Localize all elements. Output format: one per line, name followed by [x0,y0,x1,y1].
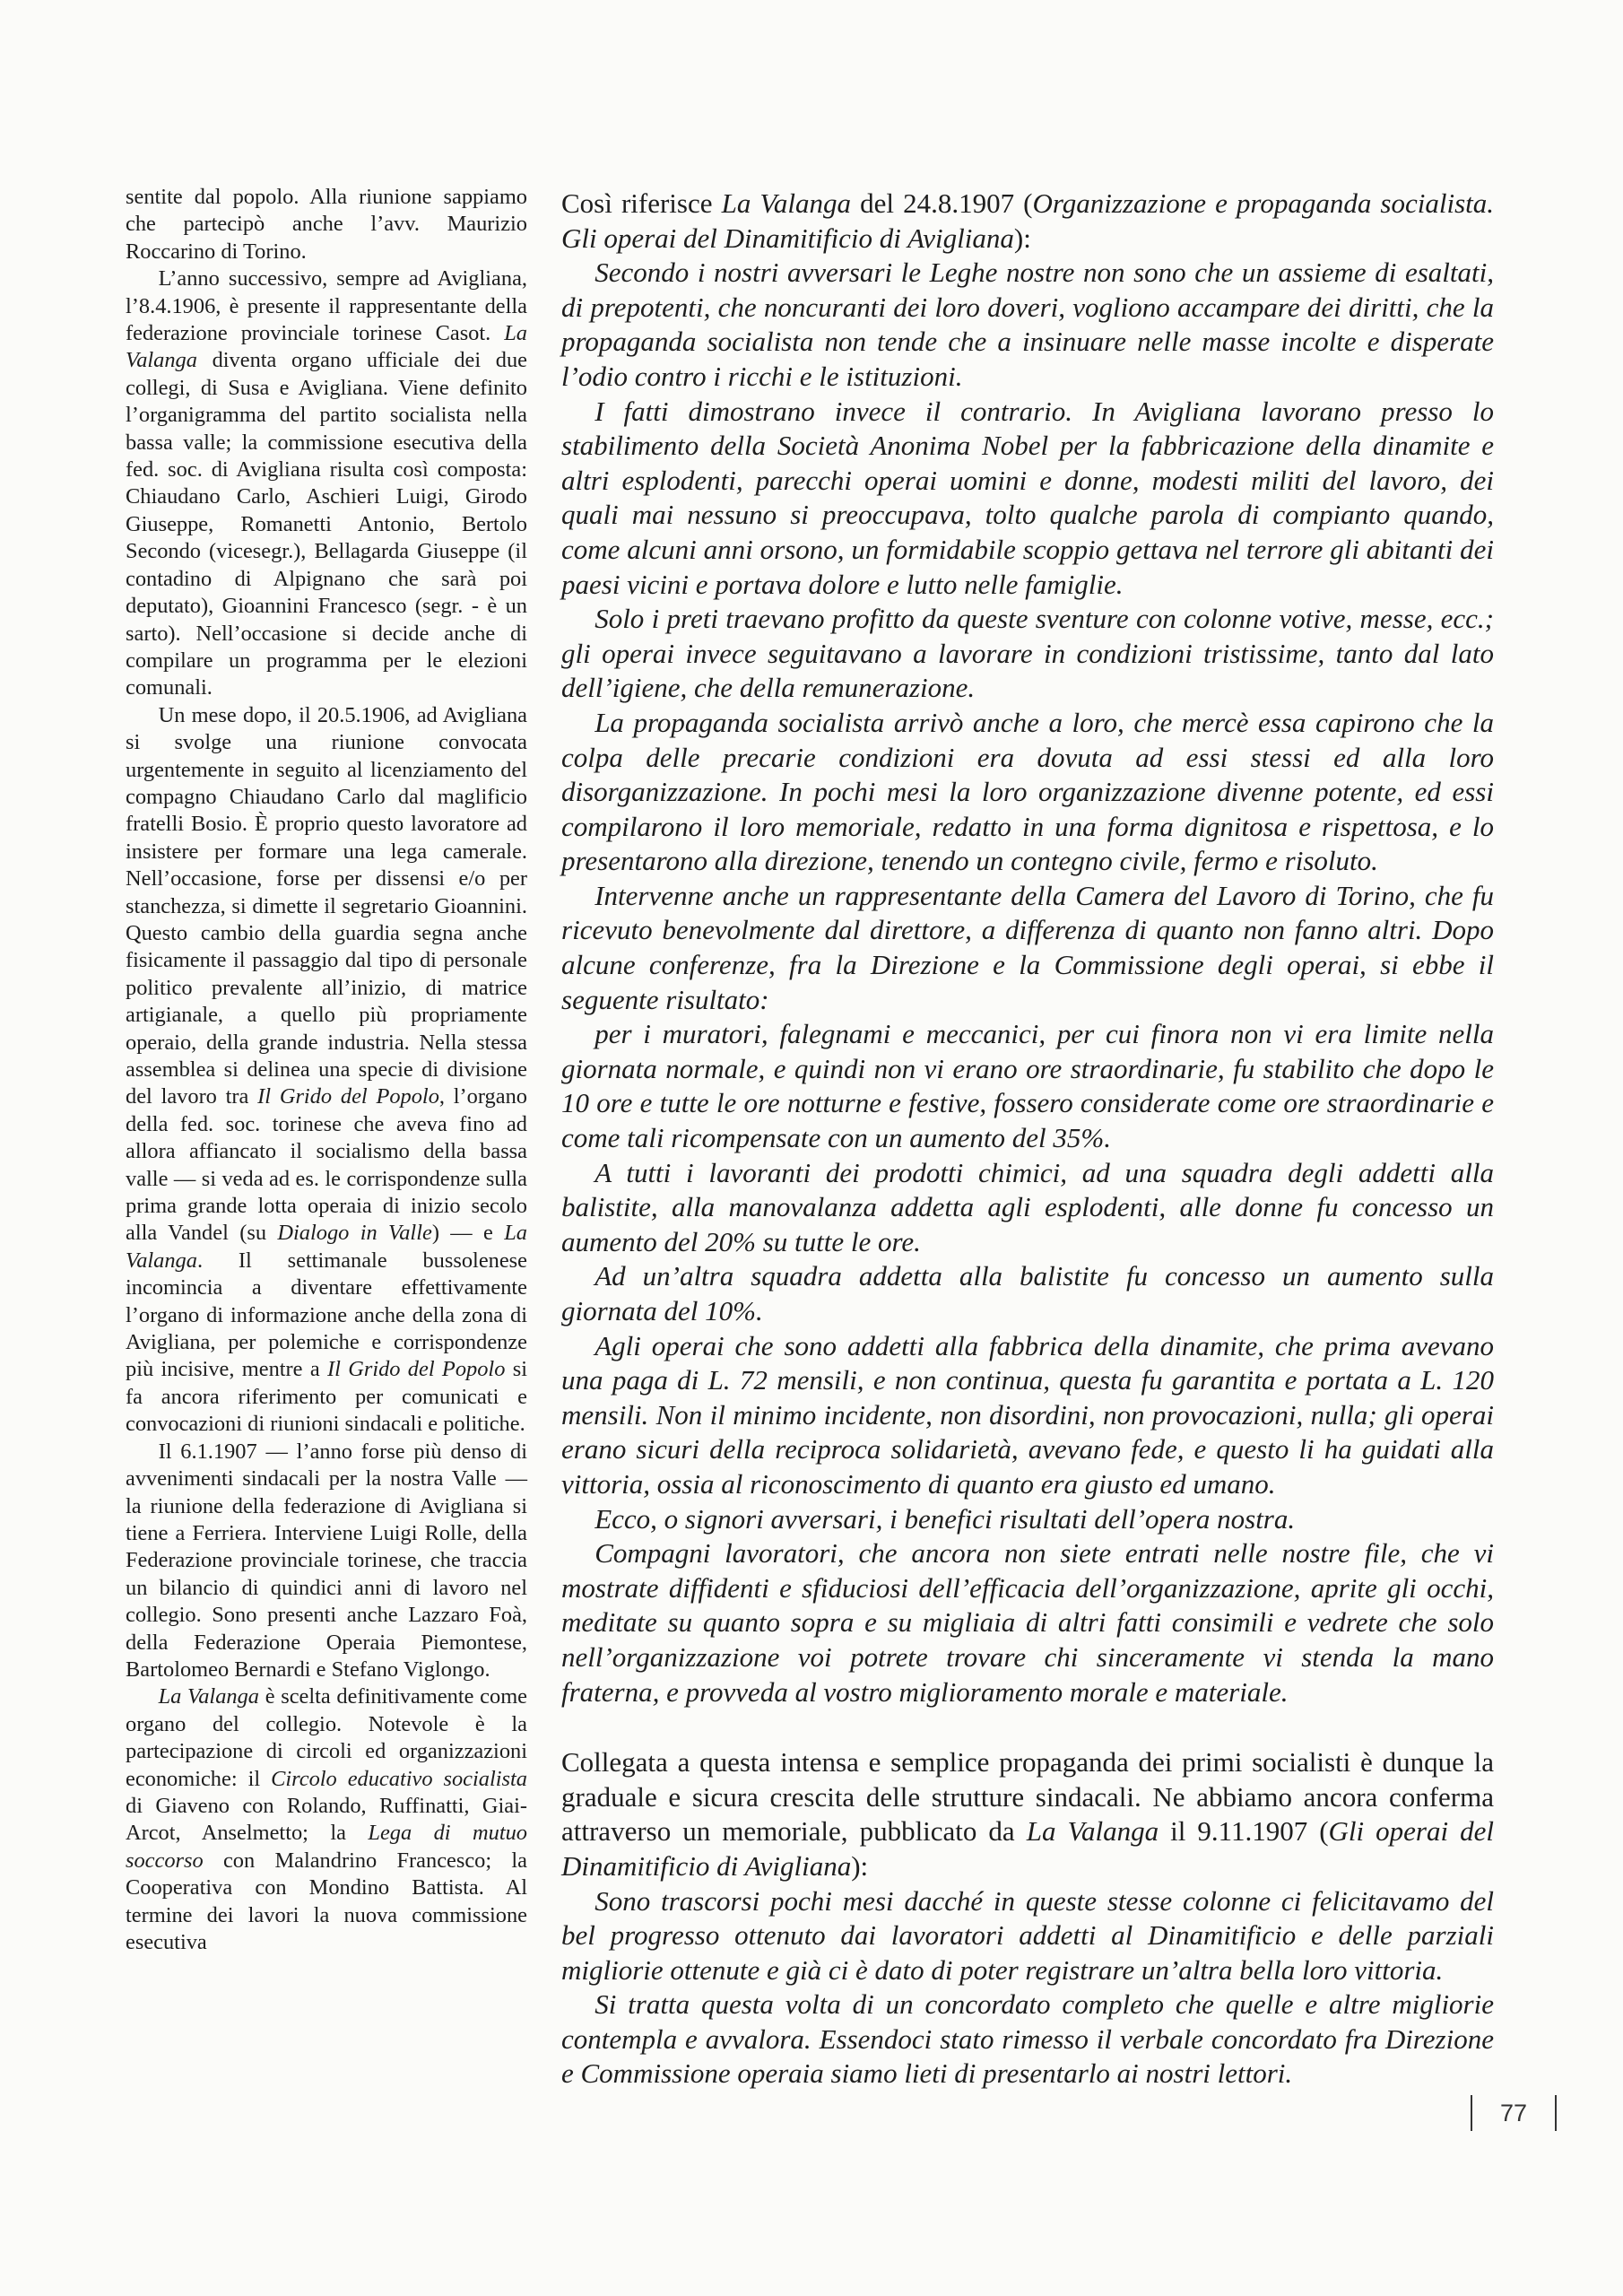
italic-span: Il Grido del Popolo [326,1357,506,1382]
text-span: di Giaveno con Rolando, Ruffinatti, Giai-Arcot, Anselmetto; la [126,1793,527,1846]
body-paragraph [126,184,527,265]
body-paragraph [561,187,1494,256]
text-span: Sono trascorsi pochi mesi dacché in queste stesse colonne ci felicitavamo del bel progresso ottenuto dai lavoratori addetti al Dinamitificio e delle parziali migliorie ottenute e già ci è dato di poter registrare un’altra bella loro vittoria. [561,1884,1494,1986]
quoted-paragraph [561,1329,1494,1502]
body-paragraph [126,1439,527,1684]
text-span: si fa ancora riferimento per comunicati e convocazioni di riunioni sindacali e politiche. [126,1357,527,1437]
italic-span: Gli operai del Dinamitificio di Avigliana [561,1815,1494,1882]
text-span: , l’organo della fed. soc. torinese che aveva fino ad allora affiancato il socialismo della bassa valle — si veda ad es. le corrispondenze sulla prima grande lotta operaia di inizio secolo alla Vandel (su [126,1084,527,1246]
text-span: è scelta definitivamente come organo del collegio. Notevole è la partecipazione di circoli ed organizzazioni economiche: il [126,1684,527,1791]
text-span: Ad un’altra squadra addetta alla balistite fu concesso un aumento sulla giornata del 10%. [561,1260,1494,1326]
text-span: Secondo i nostri avversari le Leghe nostre non sono che un assieme di esaltati, di prepotenti, che noncuranti dei loro doveri, vogliono accampare dei diritti, che la propaganda socialista non tende che a insinuare nelle masse incolte e disperate l’odio contro i ricchi e le istituzioni. [561,257,1494,392]
section-gap [561,1709,1494,1745]
italic-span: Dialogo in Valle [277,1221,432,1246]
right-text-column [561,187,1494,2092]
italic-span: La Valanga [126,321,527,373]
italic-span: La Valanga [721,187,852,219]
quoted-paragraph [561,395,1494,603]
italic-span: Circolo educativo socialista [271,1766,527,1791]
body-paragraph [126,265,527,702]
text-span: per i muratori, falegnami e meccanici, per cui finora non vi era limite nella giornata normale, e quindi non vi erano ore straordinarie, fu stabilito che dopo le 10 ore e tutte le ore notturne e festive, fossero considerate come ore straordinarie e come tali ricompensate con un aumento del 35%. [561,1018,1494,1154]
quoted-paragraph [561,256,1494,394]
quoted-paragraph [561,602,1494,706]
body-paragraph [126,1683,527,1956]
text-span: Agli operai che sono addetti alla fabbrica della dinamite, che prima avevano una paga di L. 72 mensili, e non continua, questa fu garantita e portata a L. 120 mensili. Non il minimo incidente, non disordini, non provocazioni, nulla; gli operai erano sicuri della reciproca solidarietà, avevano fede, e questo li ha guidati alla vittoria, ossia al riconoscimento di quanto era giusto ed umano. [561,1329,1494,1500]
quoted-paragraph [561,1536,1494,1709]
text-span: diventa organo ufficiale dei due collegi, di Susa e Avigliana. Viene definito l’organigramma del partito socialista nella bassa valle; la commissione esecutiva della fed. soc. di Avigliana risulta così composta: Chiaudano Carlo, Aschieri Luigi, Girodo Giuseppe, Romanetti Antonio, Bertolo Secondo (vicesegr.), Bellagarda Giuseppe (il contadino di Alpignano che sarà poi deputato), Gioannini Francesco (segr. - è un sarto). Nell’occasione si decide anche di compilare un programma per le elezioni comunali. [126,348,527,700]
text-span: L’anno successivo, sempre ad Avigliana, l’8.4.1906, è presente il rappresentante della federazione provinciale torinese Casot. [126,266,527,346]
text-span: ): [851,1849,869,1882]
text-span: il 9.11.1907 ( [1159,1815,1329,1848]
text-span: . Il settimanale bussolenese incomincia a diventare effettivamente l’organo di informazione anche della zona di Avigliana, per polemiche e corrispondenze più incisive, mentre a [126,1248,527,1382]
italic-span: Lega di mutuo soccorso [126,1821,527,1873]
text-span: Solo i preti traevano profitto da queste sventure con colonne votive, messe, ecc.; gli operai invece seguitavano a lavorare in condizioni tristissime, tanto dal lato dell’igiene, che della remunerazione. [561,603,1494,704]
left-text-column [126,184,527,1956]
text-span: Un mese dopo, il 20.5.1906, ad Avigliana si svolge una riunione convocata urgentemente in seguito al licenziamento del compagno Chiaudano Carlo dal maglificio fratelli Bosio. È proprio questo lavoratore ad insistere per formare una lega camerale. Nell’occasione, forse per dissensi e/o per stanchezza, si dimette il segretario Gioannini. Questo cambio della guardia segna anche fisicamente il passaggio dal tipo di personale politico prevalente all’inizio, di matrice artigianale, a quello più propriamente operaio, della grande industria. Nella stessa assemblea si delinea una specie di divisione del lavoro tra [126,702,527,1109]
text-span: Collegata a questa intensa e semplice propaganda dei primi socialisti è dunque la graduale e sicura crescita delle strutture sindacali. Ne abbiamo ancora conferma attraverso un memoriale, pubblicato da [561,1746,1494,1848]
quoted-paragraph [561,1987,1494,2092]
quoted-paragraph [561,1156,1494,1260]
text-span: I fatti dimostrano invece il contrario. In Avigliana lavorano presso lo stabilimento della Società Anonima Nobel per la fabbricazione della dinamite e altri esplodenti, parecchi operai uomini e donne, modesti militi del lavoro, dei quali mai nessuno si preoccupava, tolto qualche parola di compianto quando, come alcuni anni orsono, un formidabile scoppio gettava nel terrore gli abitanti dei paesi vicini e portava dolore e lutto nelle famiglie. [561,395,1494,600]
italic-span: Il Grido del Popolo [257,1084,439,1109]
quoted-paragraph [561,1259,1494,1328]
text-span: Ecco, o signori avversari, i benefici risultati dell’opera nostra. [595,1502,1296,1535]
text-span: con Malandrino Francesco; la Cooperativa con Mondino Battista. Al termine dei lavori la nuova commissione esecutiva [126,1848,527,1954]
text-span: Il 6.1.1907 — l’anno forse più denso di avvenimenti sindacali per la nostra Valle — la riunione della federazione di Avigliana si tiene a Ferriera. Interviene Luigi Rolle, della Federazione provinciale torinese, che traccia un bilancio di quindici anni di lavoro nel collegio. Sono presenti anche Lazzaro Foà, della Federazione Operaia Piemontese, Bartolomeo Bernardi e Stefano Viglongo. [126,1439,527,1682]
text-span: ): [1013,222,1031,254]
quoted-paragraph [561,879,1494,1017]
text-span: Così riferisce [561,187,722,219]
quoted-paragraph [561,1884,1494,1988]
text-span: A tutti i lavoranti dei prodotti chimici, ad una squadra degli addetti alla balistite, alla manovalanza addetta agli esplodenti, alle donne fu concesso un aumento del 20% su tutte le ore. [561,1156,1494,1257]
text-span: Intervenne anche un rappresentante della Camera del Lavoro di Torino, che fu ricevuto benevolmente dal direttore, a differenza di quanto non fanno altri. Dopo alcune conferenze, fra la Direzione e la Commissione degli operai, si ebbe il seguente risultato: [561,879,1494,1015]
text-span: La propaganda socialista arrivò anche a loro, che mercè essa capirono che la colpa delle precarie condizioni era dovuta ad essi stessi ed alla loro disorganizzazione. In pochi mesi la loro organizzazione divenne potente, ed essi compilarono il loro memoriale, redatto in una forma dignitosa e rispettosa, e lo presentarono alla direzione, tenendo un contegno civile, fermo e risoluto. [561,706,1494,877]
text-span: Compagni lavoratori, che ancora non siete entrati nelle nostre file, che vi mostrate diffidenti e sfiduciosi dell’efficacia dell’organizzazione, aprite gli occhi, meditate su quanto sopra e su migliaia di altri fatti consimili e vedrete che solo nell’organizzazione voi potrete trovare chi sinceramente vi stenda la mano fraterna, e provveda al vostro miglioramento morale e materiale. [561,1537,1494,1708]
italic-span: Organizzazione e propaganda socialista. Gli operai del Dinamitificio di Avigliana [561,187,1495,254]
body-paragraph [126,702,527,1439]
text-span: del 24.8.1907 ( [851,187,1033,219]
italic-span: La Valanga [126,1221,527,1273]
body-paragraph [561,1745,1494,1883]
quoted-paragraph [561,1502,1494,1537]
quoted-paragraph [561,706,1494,879]
italic-span: La Valanga [158,1684,259,1709]
text-span: sentite dal popolo. Alla riunione sappiamo che partecipò anche l’avv. Maurizio Roccarino di Torino. [126,185,527,264]
page-number: 77 [1471,2093,1557,2133]
italic-span: La Valanga [1026,1815,1159,1848]
text-span: ) — e [431,1221,505,1246]
quoted-paragraph [561,1017,1494,1155]
text-span: Si tratta questa volta di un concordato completo che quelle e altre migliorie contempla e avvalora. Essendoci stato rimesso il verbale concordato fra Direzione e Commissione operaia siamo lieti di presentarlo ai nostri lettori. [561,1988,1494,2090]
